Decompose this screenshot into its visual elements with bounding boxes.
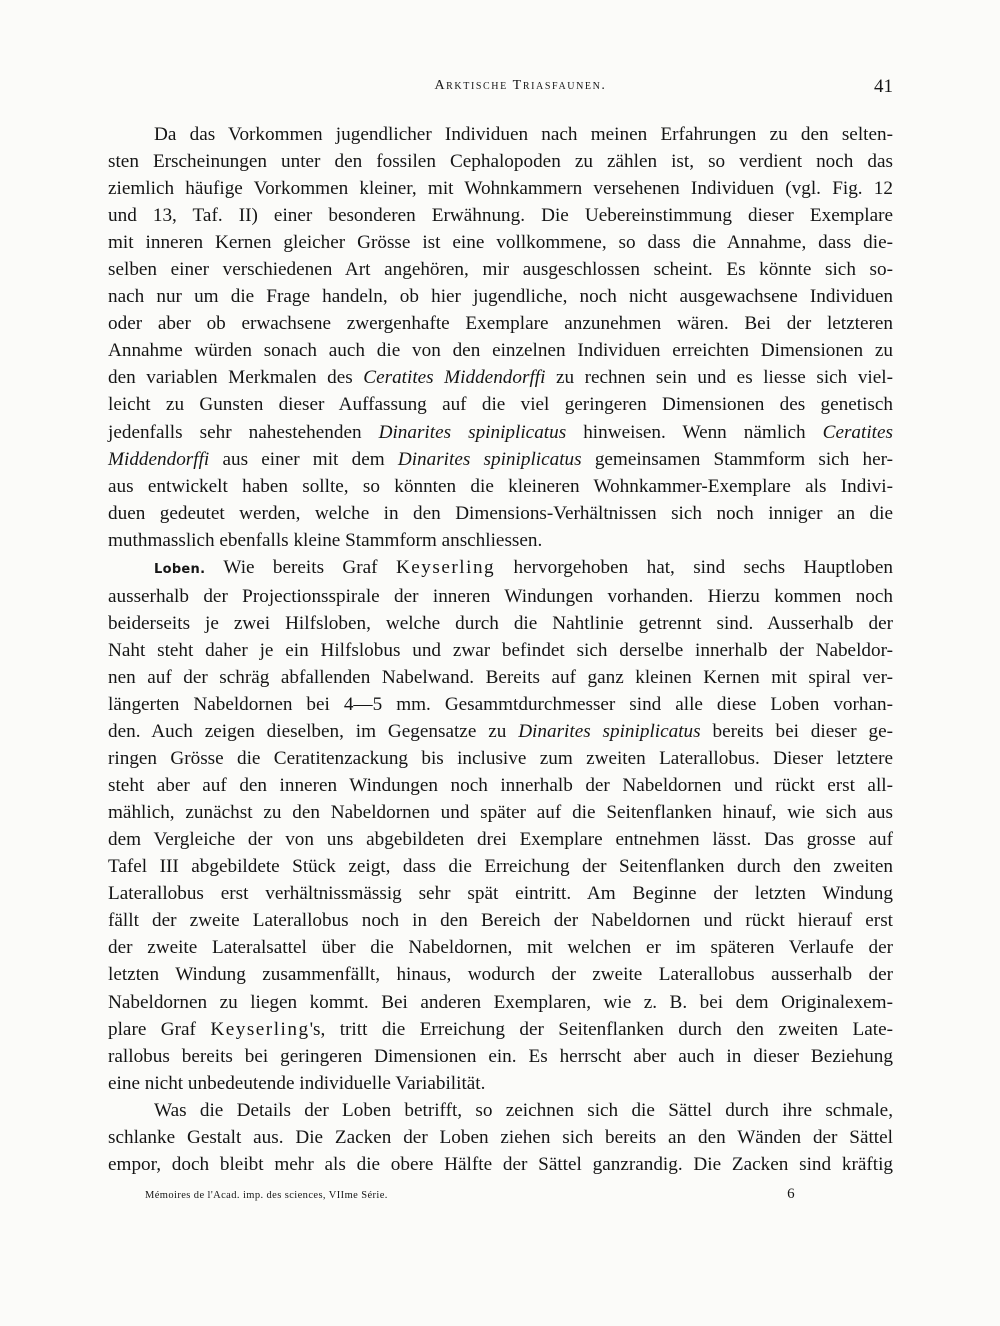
running-title: Arktische Triasfaunen. xyxy=(434,78,607,93)
text-line: Loben. Wie bereits Graf Keyserling hervorgehoben hat, sind sechs Hauptloben xyxy=(154,556,893,578)
text-line: Da das Vorkommen jugendlicher Individuen nach meinen Erfahrungen zu den selten- xyxy=(154,124,893,145)
text-line: empor, doch bleibt mehr als die obere Hälfte der Sättel ganzrandig. Die Zacken sind kräftig xyxy=(108,1153,893,1175)
text-line: nen auf der schräg abfallenden Nabelwand. Bereits auf ganz kleinen Kernen mit spiral ver- xyxy=(108,666,893,688)
page-number: 41 xyxy=(874,76,893,97)
text-line: oder aber ob erwachsene zwergenhafte Exemplare anzunehmen wären. Bei der letzteren xyxy=(108,313,893,335)
taxon-name: Middendorffi xyxy=(108,448,210,470)
paragraph-2 xyxy=(108,554,893,1097)
body-text xyxy=(108,121,893,1178)
sheet-number: 6 xyxy=(787,1186,795,1202)
text-line: jedenfalls sehr nahestehenden Dinarites spiniplicatus hinweisen. Wenn nämlich Ceratites xyxy=(108,421,893,443)
text-line: den. Auch zeigen dieselben, im Gegensatze zu Dinarites spiniplicatus bereits bei dieser ge- xyxy=(108,721,893,743)
text-line: und 13, Taf. II) einer besonderen Erwähnung. Die Uebereinstimmung dieser Exemplare xyxy=(108,205,893,227)
text-line: fällt der zweite Laterallobus noch in den Bereich der Nabeldornen und rückt hierauf erst xyxy=(108,910,893,932)
text-line: längerten Nabeldornen bei 4—5 mm. Gesammtdurchmesser sind alle diese Loben vorhan- xyxy=(108,693,893,715)
text-line: steht aber auf den inneren Windungen noch innerhalb der Nabeldornen und rückt erst all- xyxy=(108,775,893,797)
text-line: ziemlich häufige Vorkommen kleiner, mit Wohnkammern versehenen Individuen (vgl. Fig. 12 xyxy=(108,178,893,200)
text-line: Middendorffi aus einer mit dem Dinarites spiniplicatus gemeinsamen Stammform sich her- xyxy=(108,448,894,470)
text-line: Nabeldornen zu liegen kommt. Bei anderen Exemplaren, wie z. B. bei dem Originalexem- xyxy=(108,991,893,1013)
footer-series-note: Mémoires de l'Acad. imp. des sciences, VIIme Série. xyxy=(145,1190,388,1201)
text-line: ringen Grösse die Ceratitenzackung bis inclusive zum zweiten Laterallobus. Dieser letztere xyxy=(108,748,893,770)
text-line: muthmasslich ebenfalls kleine Stammform anschliessen. xyxy=(108,529,543,551)
text-line: Annahme würden sonach auch die von den einzelnen Individuen erreichten Dimensionen zu xyxy=(108,340,893,362)
text-line: mit inneren Kernen gleicher Grösse ist eine vollkommene, so dass die Annahme, dass die- xyxy=(108,232,893,254)
text-line: rallobus bereits bei geringeren Dimensionen ein. Es herrscht aber auch in dieser Beziehung xyxy=(108,1045,893,1067)
taxon-name: Ceratites Middendorffi xyxy=(363,367,546,389)
text-line: leicht zu Gunsten dieser Auffassung auf die viel geringeren Dimensionen des genetisch xyxy=(108,394,893,416)
taxon-name: Dinarites spiniplicatus xyxy=(518,721,701,743)
text-line: Laterallobus erst verhältnissmässig sehr spät eintritt. Am Beginne der letzten Windung xyxy=(108,883,893,905)
text-line: sten Erscheinungen unter den fossilen Cephalopoden zu zählen ist, so verdient noch das xyxy=(108,151,893,173)
text-line: ausserhalb der Projectionsspirale der inneren Windungen vorhanden. Hierzu kommen noch xyxy=(108,585,893,607)
text-line: letzten Windung zusammenfällt, hinaus, wodurch der zweite Laterallobus ausserhalb der xyxy=(108,964,893,986)
text-line: der zweite Lateralsattel über die Nabeldornen, mit welchen er im späteren Verlaufe der xyxy=(108,937,893,959)
text-line: schlanke Gestalt aus. Die Zacken der Loben ziehen sich bereits an den Wänden der Sättel xyxy=(108,1126,893,1148)
taxon-name: Dinarites spiniplicatus xyxy=(378,421,567,443)
text-line: aus entwickelt haben sollte, so könnten die kleineren Wohnkammer-Exemplare als Indivi- xyxy=(108,475,893,497)
paragraph-1 xyxy=(108,121,893,554)
page-footer xyxy=(145,1188,795,1208)
text-line: Naht steht daher je ein Hilfslobus und zwar befindet sich derselbe innerhalb der Nabeldor- xyxy=(108,639,893,661)
taxon-name: Ceratites xyxy=(822,421,893,443)
paragraph-3 xyxy=(108,1097,893,1178)
text-line: duen gedeutet werden, welche in den Dimensions-Verhältnissen sich noch inniger an die xyxy=(108,502,893,524)
text-line: Was die Details der Loben betrifft, so zeichnen sich die Sättel durch ihre schmale, xyxy=(154,1099,893,1121)
text-line: selben einer verschiedenen Art angehören, mir ausgeschlossen scheint. Es könnte sich so- xyxy=(108,259,893,281)
taxon-name: Dinarites spiniplicatus xyxy=(397,448,582,470)
author-name: Keyserling xyxy=(210,1018,310,1040)
text-line: mählich, zunächst zu den Nabeldornen und später auf die Seitenflanken hinauf, wie sich aus xyxy=(108,802,893,824)
text-line: beiderseits je zwei Hilfsloben, welche durch die Nahtlinie getrennt sind. Ausserhalb der xyxy=(108,612,893,634)
text-line: dem Vergleiche der von uns abgebildeten drei Exemplare entnehmen lässt. Das grosse auf xyxy=(108,829,893,851)
text-line: nach nur um die Frage handeln, ob hier jugendliche, noch nicht ausgewachsene Individuen xyxy=(108,286,893,308)
text-line: eine nicht unbedeutende individuelle Variabilität. xyxy=(108,1072,486,1094)
text-line: plare Graf Keyserling's, tritt die Erreichung der Seitenflanken durch den zweiten Late- xyxy=(108,1018,894,1040)
author-name: Keyserling xyxy=(395,556,496,578)
text-line: den variablen Merkmalen des Ceratites Middendorffi zu rechnen sein und es liesse sich viel- xyxy=(108,367,893,389)
page-header xyxy=(108,76,893,100)
text-line: Tafel III abgebildete Stück zeigt, dass die Erreichung der Seitenflanken durch den zweiten xyxy=(108,856,893,878)
section-heading: Loben. xyxy=(154,561,206,577)
